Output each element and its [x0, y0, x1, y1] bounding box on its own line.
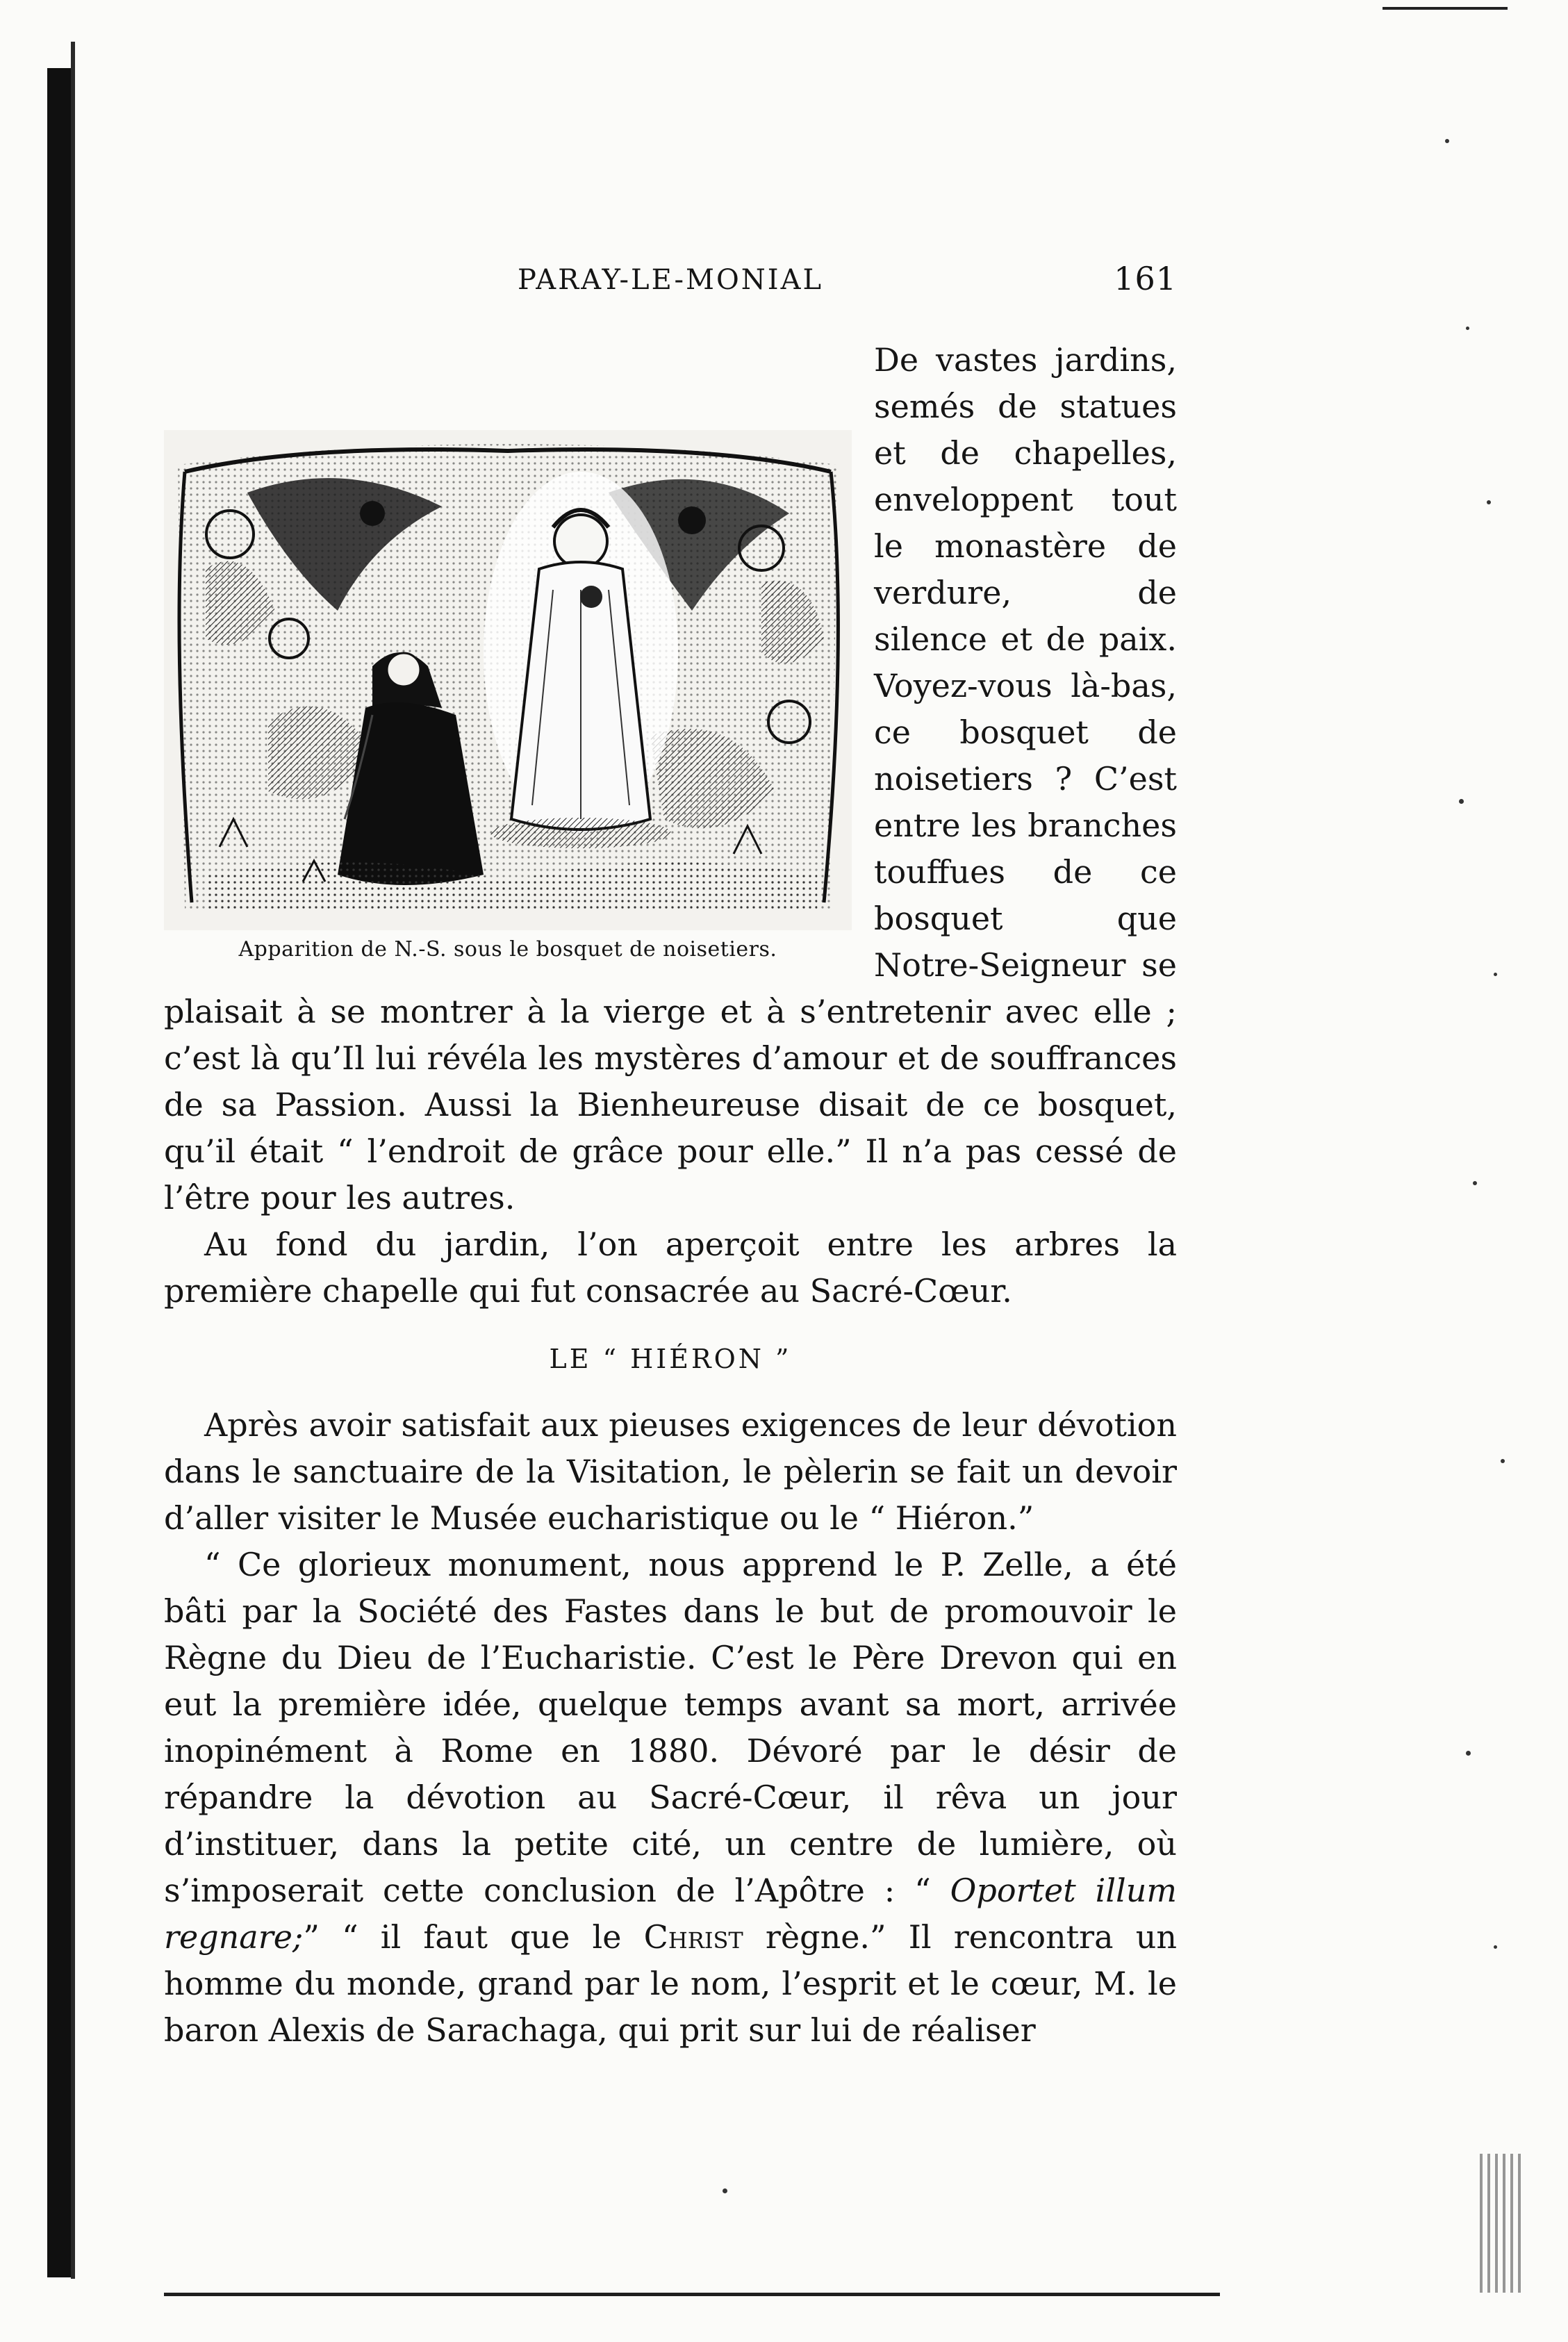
paragraph-text: “ Ce glorieux monument, nous apprend le P. Zelle, a été bâti par la Société des Fastes dans le but de promouvoir le Règne du Dieu de l’Eucharistie. C’est le Père Drevon qui en eut la première idée, quelque temps avant sa mort, arrivée inopinément à Rome en 1880. Dévoré par le désir de répandre la dévotion au Sacré-Cœur, il rêva un jour d’instituer, dans la petite cité, un centre de lumière, où s’imposerait cette conclusion de l’Apôtre : “ — [164, 1546, 1177, 1909]
scan-speck — [1445, 139, 1449, 143]
page-number: 161 — [1114, 260, 1177, 297]
latin-quote: Oportet illum regnare; — [164, 1872, 1177, 1956]
scan-speck — [1473, 1181, 1477, 1185]
binding-edge — [71, 42, 75, 2279]
book-page — [164, 260, 1177, 2054]
page-body — [164, 337, 1177, 2054]
paragraph — [164, 1542, 1177, 2054]
figure — [164, 430, 852, 964]
paragraph-text: règne.” Il rencontra un homme du monde, grand par le nom, l’esprit et le cœur, M. le baron Alexis de Sarachaga, qui prit sur lui de réaliser — [164, 1918, 1177, 2049]
scan-speck — [1494, 1945, 1497, 1949]
paragraph: Après avoir satisfait aux pieuses exigences de leur dévotion dans le sanctuaire de la Visitation, le pèlerin se fait un devoir d’aller visiter le Musée eucharistique ou le “ Hiéron.” — [164, 1406, 1177, 1537]
running-head: PARAY-LE-MONIAL — [517, 264, 824, 296]
apparition-engraving-icon — [164, 430, 852, 930]
scan-speck — [723, 2188, 727, 2193]
binding-shadow — [47, 68, 71, 2277]
bottom-edge-rule — [164, 2293, 1220, 2296]
top-edge-rule — [1383, 7, 1508, 10]
scan-artifact — [1480, 2154, 1521, 2293]
page-header — [164, 260, 1177, 306]
section-title: LE “ HIÉRON ” — [549, 1344, 792, 1374]
figure-caption: Apparition de N.-S. sous le bosquet de noisetiers. — [238, 937, 777, 962]
paragraph-text: ” “ il faut que le — [303, 1918, 644, 1956]
scan-speck — [1501, 1459, 1505, 1463]
paragraph-text: De vastes jardins, semés de statues et de chapelles, enveloppent tout le monastère de verdure, de silence et de paix. Voyez-vous là-bas, ce bosquet de noisetiers ? C’est entre les branches touffues de ce bosquet que Notre-Seigneur se plaisait à se montrer à la vierge et à s’entretenir avec elle ; c’est là qu’Il lui révéla les mystères d’amour et de souffrances de sa Passion. Aussi la Bienheureuse disait de ce bosquet, qu’il était — [164, 341, 1177, 1170]
paragraph-text: Il n’a pas cessé de l’être pour les autres. — [164, 1132, 1177, 1217]
scan-speck — [1487, 500, 1491, 504]
scan-speck — [1466, 327, 1469, 330]
paragraph: Au fond du jardin, l’on aperçoit entre les arbres la première chapelle qui fut consacrée au Sacré-Cœur. — [164, 1226, 1177, 1310]
scan-speck — [1459, 799, 1464, 804]
small-caps-word: Christ — [643, 1918, 743, 1956]
scan-speck — [1466, 1751, 1471, 1756]
scan-speck — [1494, 973, 1497, 976]
quoted-text: “ l’endroit de grâce pour elle.” — [337, 1132, 852, 1170]
